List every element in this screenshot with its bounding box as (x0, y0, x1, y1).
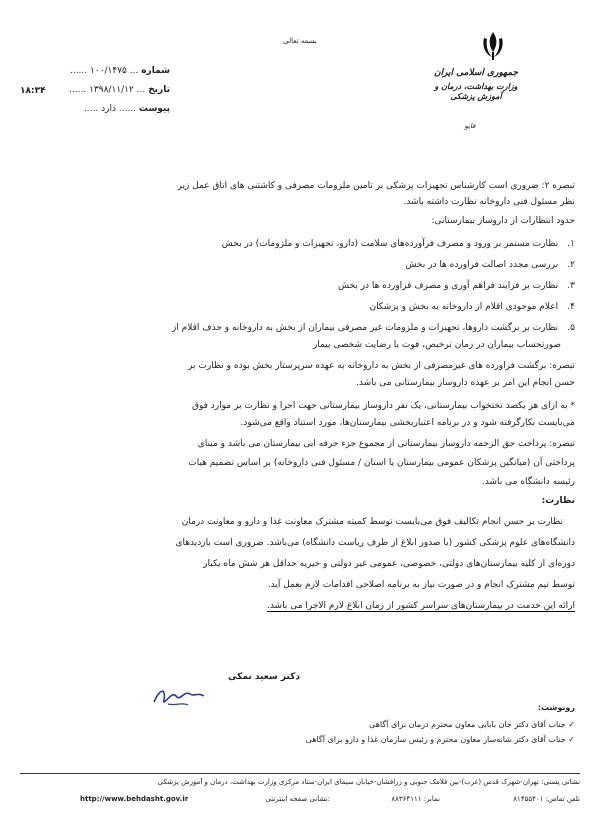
attachment-row: پیوست ...... دارد ..... (83, 104, 170, 114)
cc-item (230, 720, 575, 730)
duty-item-text: نظارت بر فرایند فراهم آوری و مصرف فراورده ها در بخش (338, 281, 559, 291)
duty-item (30, 297, 575, 318)
footer-web-label: نشانی صفحه اینترنتی: (265, 795, 330, 803)
duty-item (30, 276, 575, 297)
footer-divider (20, 773, 580, 774)
supervision-line5-text: ارائه این خدمت در بیمارستان‌های سراسر کشور از زمان ابلاغ لازم الاجرا می باشد. (266, 601, 575, 611)
footer-website-link[interactable]: http://www.behdasht.gov.ir (80, 795, 189, 803)
ministry-name-line1: جمهوری اسلامی ایران (433, 68, 519, 78)
attachment-value: دارد (101, 104, 116, 114)
classification-text: بسمه تعالی (283, 37, 317, 45)
duty-item-number: ۳. (567, 281, 575, 291)
cc-item (230, 735, 575, 745)
letter-body (30, 176, 575, 617)
cc-title: رونوشت: (537, 703, 575, 712)
supervision-line4: توسط تیم مشترک انجام و در صورت نیاز به برنامه اصلاحی اقدامات لازم بعمل آید. (267, 580, 575, 590)
return-note-line2: حسن انجام این امر بر عهده داروساز بیمارستانی می باشد. (356, 378, 575, 388)
duties-list (30, 234, 575, 356)
iran-emblem-icon (478, 30, 508, 62)
checkmark-icon: ✓ (568, 735, 575, 744)
checkmark-icon: ✓ (568, 720, 575, 729)
duty-item (30, 255, 575, 276)
date-label: تاریخ (148, 85, 170, 95)
date-value: ۱۳۹۸/۱۱/۱۲ (89, 85, 134, 95)
footer-address: نشانی پستی: تهران-شهرک قدس (غرب)-بین فلامک جنوبی و زرافشان-خیابان سیمای ایران-ستاد مرکزی وزارت بهداشت، درمان و آموزش پزشکی (157, 778, 580, 786)
duty-item-number: ۵. (567, 323, 575, 333)
duty-item-text: بررسی مجدد اصالت فراورده ها در بخش (405, 260, 559, 270)
staffing-line1: * به ازای هر یکصد تختخواب بیمارستانی، یک نفر داروساز بیمارستانی جهت اجرا و نظارت بر موارد فوق (192, 401, 575, 411)
number-label: شماره (141, 66, 170, 76)
duty-item (30, 234, 575, 255)
supervision-line2: دانشگاه‌های علوم پزشکی کشور (با صدور ابلاغ از طرف ریاست دانشگاه) می‌باشد. ضروری است بازدیدهای (175, 538, 575, 548)
note2-line1: تبصره ۲: ضروری است کارشناس تجهیزات پزشکی بر تامین ملزومات مصرفی و کاشتنی های اتاق عمل زیر (177, 181, 575, 191)
return-note-line1: تبصره: برگشت فراورده های غیرمصرفی از بخش به داروخانه به عهده سرپرستار بخش بوده و نظارت بر (188, 361, 575, 371)
duty-item-number: ۲. (567, 260, 575, 270)
footer-phone: تلفن تماس: ۸۱۴۵۵۴۰۱ (513, 795, 580, 803)
signature-icon (150, 682, 210, 710)
duty-item-text: نظارت بر برگشت داروها، تجهیزات و ملزومات غیر مصرفی بیماران از بخش به داروخانه و حذف اقلام از (171, 323, 559, 333)
date-row: تاریخ ... ۱۳۹۸/۱۱/۱۲ ...... (69, 85, 170, 95)
duties-title: حدود انتظارات از داروساز بیمارستانی: (431, 216, 575, 226)
fee-note-line2: پرداختی آن (میانگین پزشکان عمومی بیمارستان یا استان / مسئول فنی داروخانه) بر اساس تصمیم هیات (188, 458, 575, 468)
supervision-line1: نظارت بر حسن انجام تکالیف فوق می‌بایست توسط کمیته مشترک معاونت غذا و دارو و معاونت درمان (181, 517, 563, 527)
cc-item-text: جناب آقای دکتر شانه‌ساز معاون محترم و رئیس سازمان غذا و دارو برای آگاهی (305, 735, 566, 744)
duty-item-continuation: صورتحساب بیماران در زمان ترخیص، فوت یا رضایت شخصی بیمار (312, 340, 561, 350)
footer-fax: نمابر: ۸۸۳۶۴۱۱۱ (391, 795, 440, 803)
duty-item-number: ۴. (567, 302, 575, 312)
fee-note-line3: رئیسه دانشگاه می باشد. (481, 477, 575, 487)
ministry-name-line3: فایو (464, 122, 476, 130)
attachment-label: پیوست (138, 104, 170, 114)
duty-item-text: نظارت مستمر بر ورود و مصرف فرآورده‌های سلامت (دارو، تجهیزات و ملزومات) در بخش (221, 239, 559, 249)
time-value: ۱۸:۳۴ (20, 86, 46, 96)
number-row: شماره ... ۱۰۰/۱۴۷۵ ...... (69, 66, 170, 76)
supervision-line5 (30, 596, 575, 617)
supervision-title: نظارت: (541, 496, 575, 506)
cc-item-text: جناب آقای دکتر جان بابایی معاون محترم درمان برای آگاهی (369, 720, 566, 729)
duty-item-text: اعلام موجودی اقلام از داروخانه به بخش و پزشکان (369, 302, 559, 312)
cc-list (230, 720, 575, 745)
number-value: ۱۰۰/۱۴۷۵ (90, 66, 127, 76)
ministry-name-line2: وزارت بهداشت، درمان و آموزش پزشکی (434, 82, 518, 101)
supervision-line3: دوره‌ای از کلیه بیمارستان‌های دولتی، خصوصی، عمومی غیر دولتی و خیریه حداقل هر شش ماه یکبار (203, 559, 575, 569)
duty-item-number: ۱. (567, 239, 575, 249)
fee-note-line1: تبصره: پرداخت حق الزحمه داروساز بیمارستانی از مجموع جزء حرفه ایی بیمارستان می باشد و مبنای (197, 439, 575, 449)
signatory-name: دکتر سعید نمکی (228, 672, 300, 682)
staffing-line2: می‌بایست بکارگرفته شود و در برنامه اعتباربخشی بیمارستان‌ها، مورد استناد واقع می‌شود. (240, 418, 575, 428)
note2-line2: نظر مسئول فنی داروخانه نظارت داشته باشد. (403, 197, 575, 207)
